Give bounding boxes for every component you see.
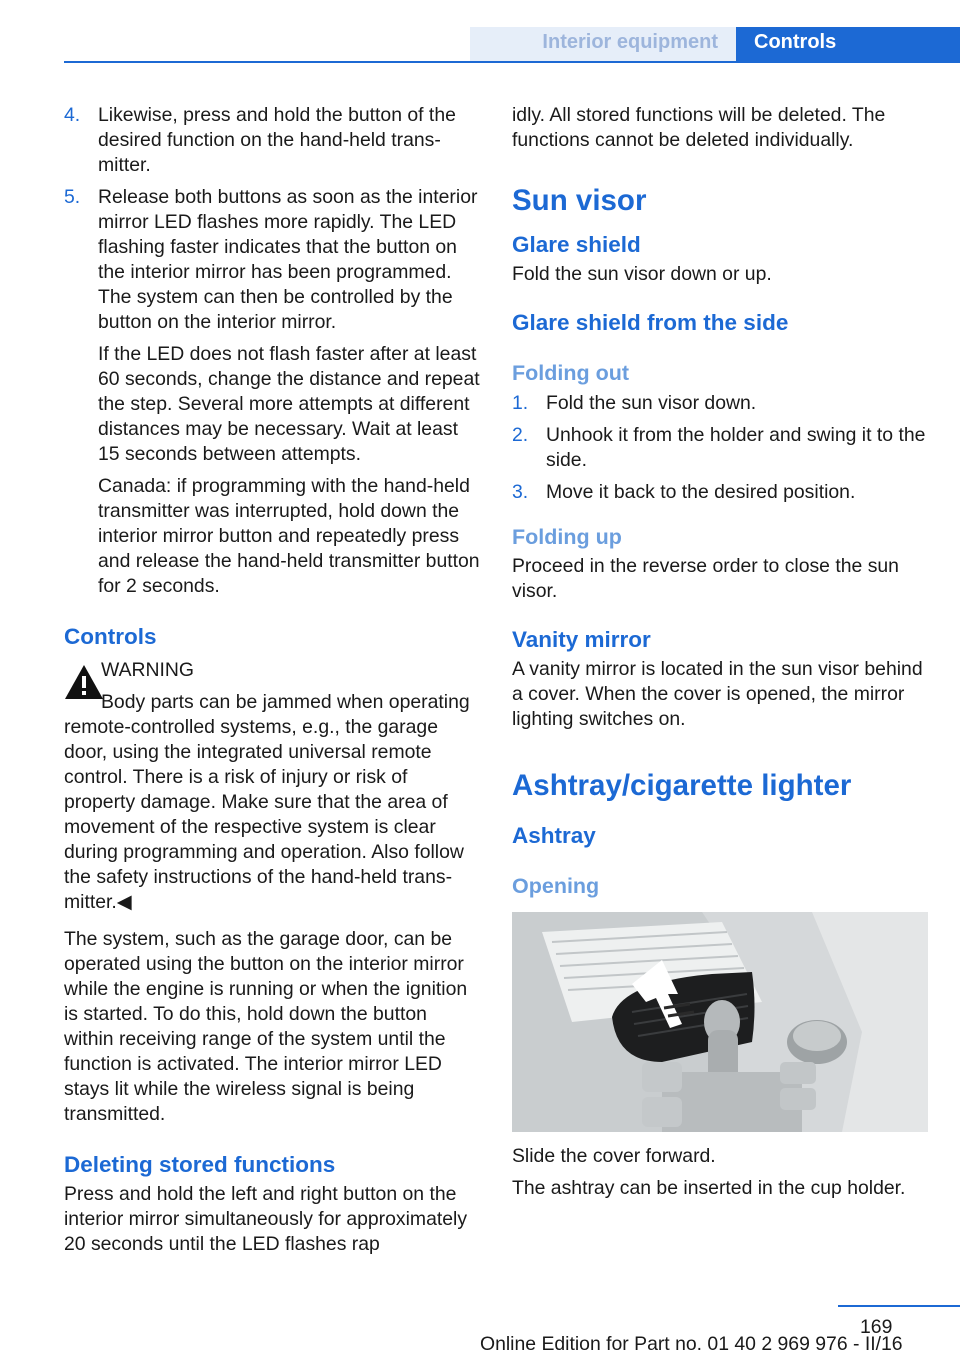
warning-title: WARNING [101,659,194,681]
step-number: 1. [512,392,529,414]
tab-title: Controls [754,31,837,53]
right-column [512,103,928,1201]
step-text: Move it back to the desired position. [546,481,856,503]
controls-heading: Controls [64,624,157,649]
ashtray-photo [512,912,928,1132]
step-note: If the LED does not flash faster after at least 60 seconds, change the distance and repeat the step. Several more attempts at different distances may be necessary. Wait at least 15 seconds between attempts. [98,343,480,465]
page-number: 169 [860,1316,893,1338]
step-number: 3. [512,481,529,503]
ashtray-heading: Ashtray [512,823,596,848]
ashtray-lighter-heading: Ashtray/cigarette lighter [512,769,852,802]
list-item [512,423,928,473]
sun-visor-heading: Sun visor [512,184,647,217]
vanity-mirror-heading: Vanity mirror [512,627,651,652]
step-number: 4. [64,104,81,126]
glare-shield-heading: Glare shield [512,232,641,257]
list-item [512,480,928,505]
step-text: Unhook it from the holder and swing it to the side. [546,424,926,471]
edition-text: Online Edition for Part no. 01 40 2 969 976 - II/16 [480,1333,903,1355]
step-number: 2. [512,424,529,446]
step-note: Canada: if programming with the hand-held transmitter was interrupted, hold down the interior mirror button and repeatedly press and release the hand-held transmitter button for 2 seconds. [98,475,480,597]
warning-block [64,658,480,915]
controls-text: The system, such as the garage door, can be operated using the button on the interior mirror while the engine is running or when the ignition is started. To do this, hold down the button within receiving range of the system until the function is activated. The interior mirror LED stays lit while the wireless signal is being transmitted. [64,928,468,1125]
footer-rule [838,1305,960,1307]
header-section-label [470,27,736,61]
deleting-text-continued: idly. All stored functions will be deleted. The functions cannot be deleted individually. [512,104,886,151]
left-column [64,103,480,1257]
warning-icon [64,664,104,700]
step-text: Likewise, press and hold the button of the desired function on the hand-held transmitter. [98,104,456,176]
opening-heading: Opening [512,874,600,898]
vanity-mirror-text: A vanity mirror is located in the sun visor behind a cover. When the cover is opened, the mirror lighting switches on. [512,658,923,730]
header-rule [64,61,960,63]
header-tab [736,27,960,61]
insert-text: The ashtray can be inserted in the cup holder. [512,1177,906,1199]
step-text: Release both buttons as soon as the interior mirror LED flashes more rapidly. The LED flashing faster indicates that the button on the interior mirror has been programmed. The system can then be controlled by the button on the interior mirror. [98,186,478,333]
deleting-text: Press and hold the left and right button on the interior mirror simultaneously for approximately 20 seconds until the LED flashes rap [64,1183,468,1255]
step-4 [64,103,480,178]
deleting-heading: Deleting stored functions [64,1152,336,1177]
step-5 [64,185,480,335]
folding-up-text: Proceed in the reverse order to close the sun visor. [512,555,899,602]
step-text: Fold the sun visor down. [546,392,757,414]
section-title: Interior equipment [542,31,718,53]
folding-out-heading: Folding out [512,361,630,385]
step-number: 5. [64,186,81,208]
list-item [512,391,928,416]
folding-out-steps [512,391,928,505]
glare-side-heading: Glare shield from the side [512,310,789,335]
ashtray-illustration [512,912,928,1132]
glare-shield-text: Fold the sun visor down or up. [512,263,772,285]
warning-text: Body parts can be jammed when operating remote-controlled systems, e.g., the garage door, using the integrated universal remote control. There is a risk of injury or risk of property damage. Make sure that the area of movement of the respective system is clear during programming and operation. Also follow the safety instructions of the hand-held transmitter.◀ [64,691,470,913]
slide-text: Slide the cover forward. [512,1145,716,1167]
folding-up-heading: Folding up [512,525,622,549]
